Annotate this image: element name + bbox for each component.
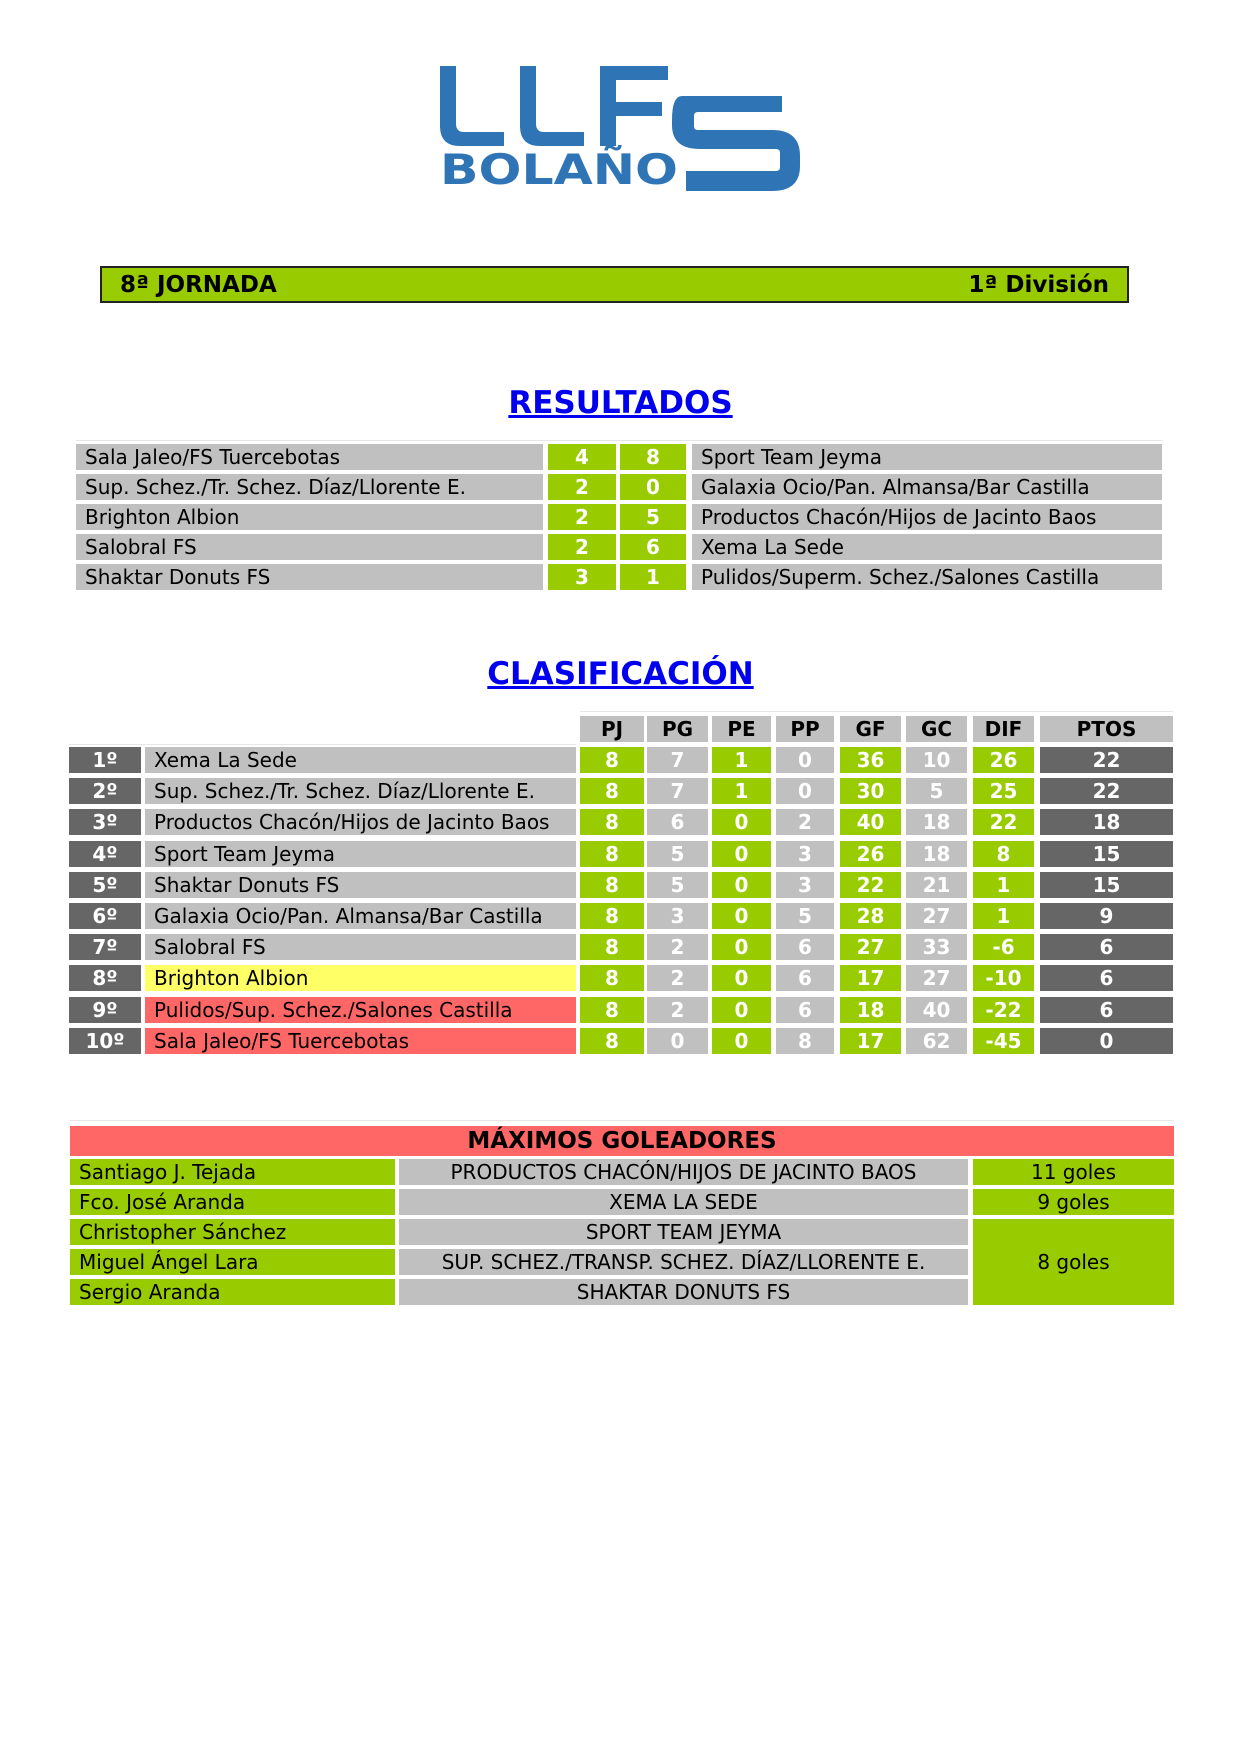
stat-pe: 0 [712, 934, 771, 960]
home-team: Brighton Albion [76, 504, 543, 530]
stat-pp: 0 [776, 747, 834, 773]
round-label: 8ª JORNADA [120, 271, 277, 298]
position: 3º [69, 809, 141, 835]
away-team: Productos Chacón/Hijos de Jacinto Baos [692, 504, 1162, 530]
stat-pj: 8 [580, 778, 644, 804]
away-team: Xema La Sede [692, 534, 1162, 560]
away-team: Pulidos/Superm. Schez./Salones Castilla [692, 564, 1162, 590]
player-team: SHAKTAR DONUTS FS [399, 1279, 968, 1305]
team-name: Pulidos/Sup. Schez./Salones Castilla [145, 997, 576, 1023]
player-team: XEMA LA SEDE [399, 1189, 968, 1215]
stat-pp: 0 [776, 778, 834, 804]
stat-dif: 26 [973, 747, 1034, 773]
divider [69, 744, 576, 745]
away-team: Galaxia Ocio/Pan. Almansa/Bar Castilla [692, 474, 1162, 500]
home-team: Sala Jaleo/FS Tuercebotas [76, 444, 543, 470]
stat-pg: 2 [647, 997, 708, 1023]
home-goals: 4 [548, 444, 616, 470]
player-name: Sergio Aranda [70, 1279, 395, 1305]
player-name: Christopher Sánchez [70, 1219, 395, 1245]
stat-gf: 30 [840, 778, 901, 804]
stat-pg: 7 [647, 778, 708, 804]
results-title: RESULTADOS [508, 385, 733, 421]
stat-gc: 62 [906, 1028, 967, 1054]
player-team: SUP. SCHEZ./TRANSP. SCHEZ. DÍAZ/LLORENTE E. [399, 1249, 968, 1275]
stat-ptos: 15 [1040, 841, 1173, 867]
team-name: Sport Team Jeyma [145, 841, 576, 867]
stat-pe: 1 [712, 747, 771, 773]
position: 5º [69, 872, 141, 898]
away-goals: 5 [620, 504, 686, 530]
stat-gc: 33 [906, 934, 967, 960]
column-header-dif: DIF [973, 716, 1034, 742]
home-goals: 2 [548, 504, 616, 530]
away-team: Sport Team Jeyma [692, 444, 1162, 470]
stat-pe: 0 [712, 841, 771, 867]
stat-pe: 0 [712, 872, 771, 898]
home-goals: 2 [548, 474, 616, 500]
divider [70, 1120, 1174, 1121]
position: 1º [69, 747, 141, 773]
position: 10º [69, 1028, 141, 1054]
stat-pg: 5 [647, 841, 708, 867]
home-team: Sup. Schez./Tr. Schez. Díaz/Llorente E. [76, 474, 543, 500]
stat-pg: 6 [647, 809, 708, 835]
position: 7º [69, 934, 141, 960]
stat-gf: 22 [840, 872, 901, 898]
away-goals: 6 [620, 534, 686, 560]
stat-pe: 1 [712, 778, 771, 804]
team-name: Shaktar Donuts FS [145, 872, 576, 898]
stat-gf: 26 [840, 841, 901, 867]
stat-gf: 27 [840, 934, 901, 960]
stat-pj: 8 [580, 872, 644, 898]
stat-ptos: 9 [1040, 903, 1173, 929]
stat-ptos: 22 [1040, 747, 1173, 773]
llfs-bolano-logo [440, 66, 800, 191]
stat-pg: 2 [647, 965, 708, 991]
stat-dif: -10 [973, 965, 1034, 991]
away-goals: 8 [620, 444, 686, 470]
column-header-pp: PP [776, 716, 834, 742]
stat-pp: 6 [776, 965, 834, 991]
column-header-gf: GF [840, 716, 901, 742]
stat-dif: -45 [973, 1028, 1034, 1054]
stat-gf: 18 [840, 997, 901, 1023]
player-team: PRODUCTOS CHACÓN/HIJOS DE JACINTO BAOS [399, 1159, 968, 1185]
column-header-pe: PE [712, 716, 771, 742]
stat-pg: 2 [647, 934, 708, 960]
stat-dif: -22 [973, 997, 1034, 1023]
player-name: Miguel Ángel Lara [70, 1249, 395, 1275]
round-banner [100, 266, 1129, 303]
column-header-pj: PJ [580, 716, 644, 742]
stat-pj: 8 [580, 934, 644, 960]
team-name: Salobral FS [145, 934, 576, 960]
position: 9º [69, 997, 141, 1023]
scorers-title: MÁXIMOS GOLEADORES [70, 1126, 1174, 1156]
stat-pp: 2 [776, 809, 834, 835]
stat-gc: 18 [906, 809, 967, 835]
stat-ptos: 15 [1040, 872, 1173, 898]
goals-count: 8 goles [973, 1219, 1174, 1305]
home-team: Shaktar Donuts FS [76, 564, 543, 590]
column-header-pg: PG [647, 716, 708, 742]
stat-pj: 8 [580, 1028, 644, 1054]
stat-pj: 8 [580, 747, 644, 773]
stat-dif: 8 [973, 841, 1034, 867]
stat-pg: 3 [647, 903, 708, 929]
stat-gf: 17 [840, 965, 901, 991]
team-name: Productos Chacón/Hijos de Jacinto Baos [145, 809, 576, 835]
stat-ptos: 6 [1040, 997, 1173, 1023]
position: 4º [69, 841, 141, 867]
stat-dif: 1 [973, 872, 1034, 898]
team-name: Sala Jaleo/FS Tuercebotas [145, 1028, 576, 1054]
division-label: 1ª División [968, 271, 1109, 298]
away-goals: 0 [620, 474, 686, 500]
stat-pp: 6 [776, 934, 834, 960]
stat-gc: 27 [906, 903, 967, 929]
divider [76, 440, 1163, 441]
stat-pe: 0 [712, 903, 771, 929]
position: 8º [69, 965, 141, 991]
stat-pe: 0 [712, 809, 771, 835]
column-header-ptos: PTOS [1040, 716, 1173, 742]
player-name: Santiago J. Tejada [70, 1159, 395, 1185]
stat-dif: 25 [973, 778, 1034, 804]
stat-pg: 0 [647, 1028, 708, 1054]
stat-gc: 18 [906, 841, 967, 867]
team-name: Xema La Sede [145, 747, 576, 773]
stat-dif: 1 [973, 903, 1034, 929]
stat-dif: 22 [973, 809, 1034, 835]
stat-gc: 10 [906, 747, 967, 773]
stat-pp: 6 [776, 997, 834, 1023]
home-team: Salobral FS [76, 534, 543, 560]
stat-pp: 3 [776, 872, 834, 898]
stat-pp: 5 [776, 903, 834, 929]
standings-title: CLASIFICACIÓN [487, 656, 754, 692]
home-goals: 3 [548, 564, 616, 590]
stat-gc: 27 [906, 965, 967, 991]
team-name: Sup. Schez./Tr. Schez. Díaz/Llorente E. [145, 778, 576, 804]
stat-ptos: 6 [1040, 934, 1173, 960]
team-name: Galaxia Ocio/Pan. Almansa/Bar Castilla [145, 903, 576, 929]
stat-pp: 3 [776, 841, 834, 867]
stat-pp: 8 [776, 1028, 834, 1054]
goals-count: 11 goles [973, 1159, 1174, 1185]
stat-pe: 0 [712, 1028, 771, 1054]
stat-pj: 8 [580, 997, 644, 1023]
stat-gf: 40 [840, 809, 901, 835]
stat-gf: 36 [840, 747, 901, 773]
player-team: SPORT TEAM JEYMA [399, 1219, 968, 1245]
position: 6º [69, 903, 141, 929]
stat-gc: 21 [906, 872, 967, 898]
stat-ptos: 6 [1040, 965, 1173, 991]
divider [580, 711, 1173, 712]
stat-pe: 0 [712, 997, 771, 1023]
goals-count: 9 goles [973, 1189, 1174, 1215]
stat-pg: 5 [647, 872, 708, 898]
column-header-gc: GC [906, 716, 967, 742]
away-goals: 1 [620, 564, 686, 590]
svg-text:BOLAÑO: BOLAÑO [440, 145, 638, 191]
stat-ptos: 22 [1040, 778, 1173, 804]
stat-pj: 8 [580, 809, 644, 835]
position: 2º [69, 778, 141, 804]
player-name: Fco. José Aranda [70, 1189, 395, 1215]
home-goals: 2 [548, 534, 616, 560]
stat-gf: 17 [840, 1028, 901, 1054]
stat-pj: 8 [580, 965, 644, 991]
stat-pe: 0 [712, 965, 771, 991]
stat-ptos: 18 [1040, 809, 1173, 835]
stat-pg: 7 [647, 747, 708, 773]
stat-gf: 28 [840, 903, 901, 929]
stat-gc: 5 [906, 778, 967, 804]
stat-dif: -6 [973, 934, 1034, 960]
stat-gc: 40 [906, 997, 967, 1023]
stat-pj: 8 [580, 903, 644, 929]
stat-ptos: 0 [1040, 1028, 1173, 1054]
stat-pj: 8 [580, 841, 644, 867]
team-name: Brighton Albion [145, 965, 576, 991]
